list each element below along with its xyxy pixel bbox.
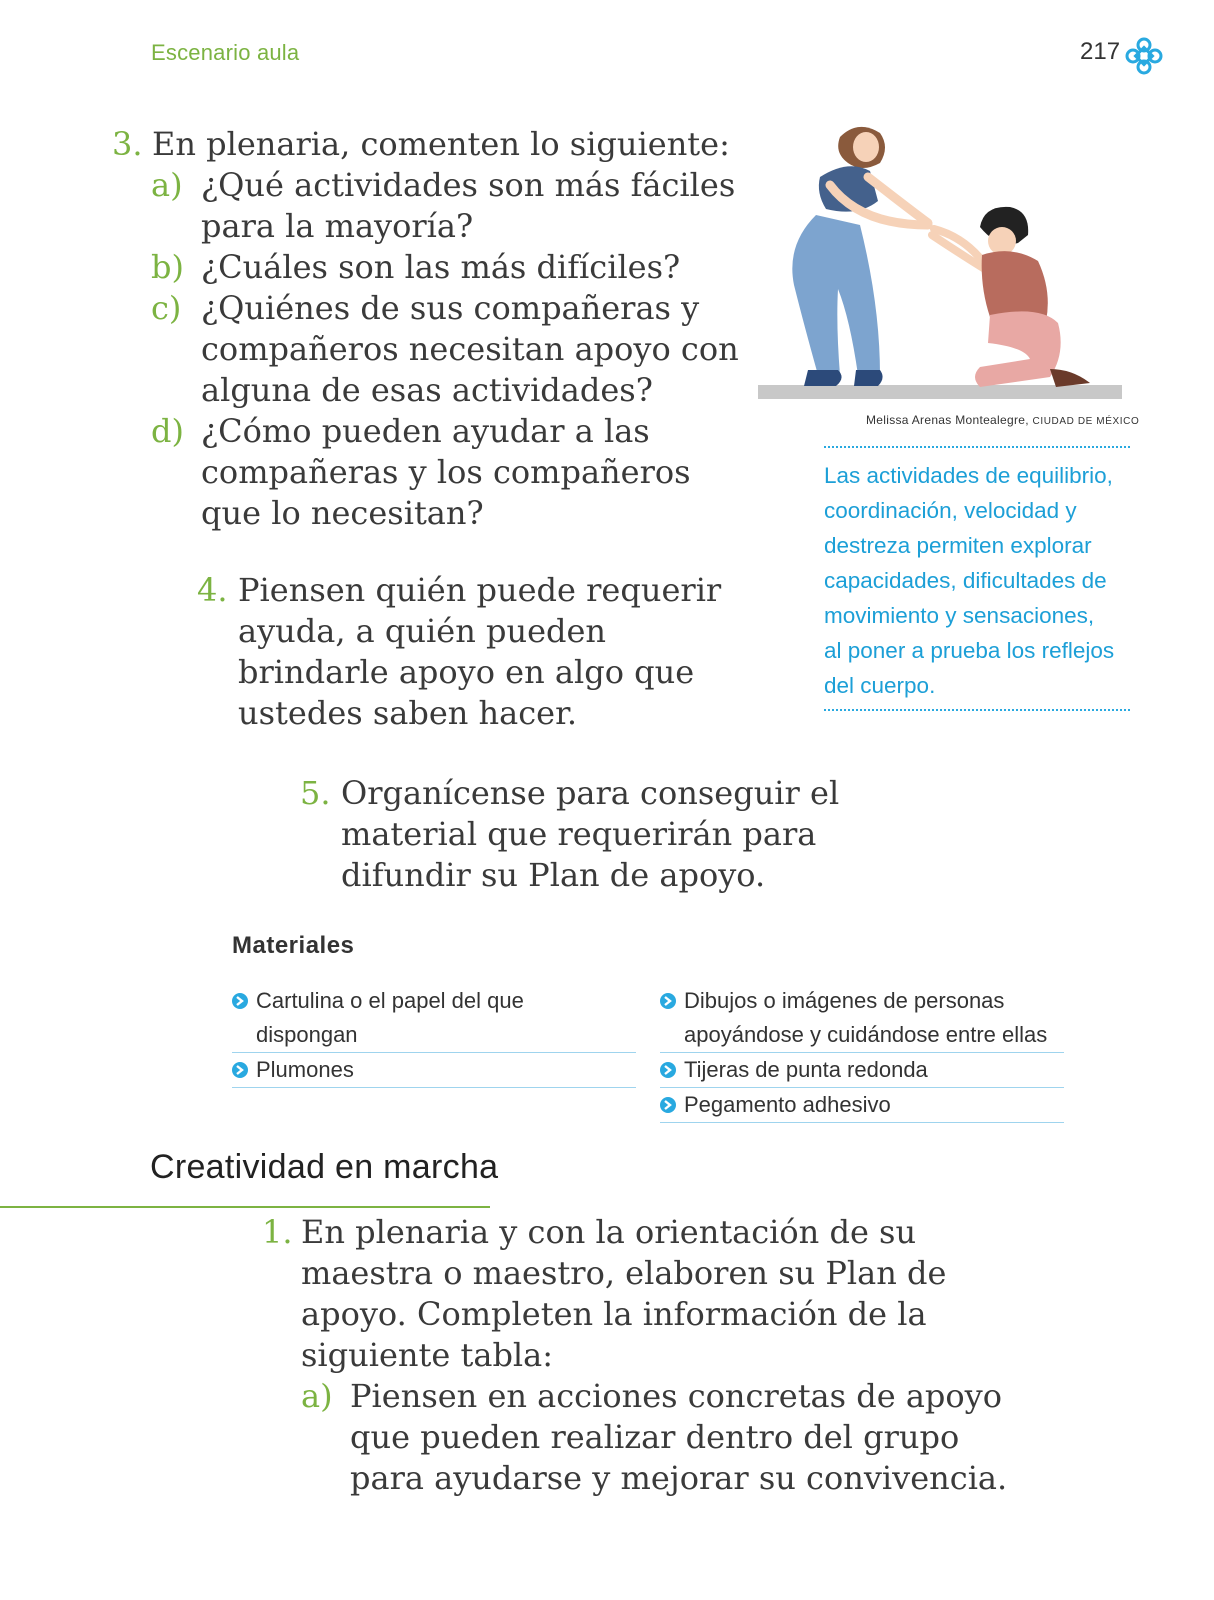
question-4-line1: Piensen quién puede requerir (238, 571, 722, 609)
question-3-text: En plenaria, comenten lo siguiente: (152, 125, 730, 163)
question-5-line2: material que requerirán para (341, 815, 817, 853)
illustration-credit (866, 413, 1139, 427)
c-item-a-line2: que pueden realizar dentro del grupo (350, 1418, 960, 1456)
item-a-line2: para la mayoría? (201, 207, 474, 245)
question-4-line4: ustedes saben hacer. (238, 694, 578, 732)
material-line: Pegamento adhesivo (684, 1092, 891, 1117)
section-divider (0, 1206, 490, 1208)
sidebar-line: Las actividades de equilibrio, (824, 463, 1113, 488)
credit-name: Melissa Arenas Montealegre, (866, 413, 1029, 427)
item-c-line1: ¿Quiénes de sus compañeras y (201, 289, 700, 327)
list-item (232, 1053, 636, 1088)
item-d-letter: d) (151, 412, 184, 450)
chevron-right-icon (232, 993, 248, 1009)
item-b-letter: b) (151, 248, 184, 286)
question-3-number: 3. (112, 125, 143, 163)
materials-list-left (232, 984, 636, 1088)
materials-list-right (660, 984, 1064, 1123)
material-line: apoyándose y cuidándose entre ellas (684, 1022, 1048, 1047)
sidebar-line: capacidades, dificultades de (824, 568, 1107, 593)
sidebar-note (824, 446, 1130, 711)
item-d-line1: ¿Cómo pueden ayudar a las (201, 412, 650, 450)
helping-illustration (758, 115, 1126, 407)
standing-figure (792, 127, 928, 386)
material-line: Tijeras de punta redonda (684, 1057, 928, 1082)
c-question-1-line3: apoyo. Completen la información de la (301, 1295, 927, 1333)
material-line: Plumones (256, 1057, 354, 1082)
item-a-letter: a) (151, 166, 183, 204)
list-item (232, 984, 636, 1053)
question-5-line1: Organícense para conseguir el (341, 774, 840, 812)
question-5-number: 5. (300, 774, 331, 812)
item-c-line2: compañeros necesitan apoyo con (201, 330, 739, 368)
sidebar-line: al poner a prueba los reflejos (824, 638, 1115, 663)
question-4-number: 4. (197, 571, 228, 609)
list-item (660, 984, 1064, 1053)
item-c-letter: c) (151, 289, 182, 327)
c-question-1-line2: maestra o maestro, elaboren su Plan de (301, 1254, 947, 1292)
chevron-right-icon (660, 993, 676, 1009)
ground (758, 385, 1122, 399)
material-line: Dibujos o imágenes de personas (684, 988, 1005, 1013)
page-number: 217 (1080, 38, 1121, 65)
credit-place: CIUDAD DE MÉXICO (1032, 416, 1140, 427)
question-4-line3: brindarle apoyo en algo que (238, 653, 695, 691)
item-a-line1: ¿Qué actividades son más fáciles (201, 166, 736, 204)
c-item-a-line1: Piensen en acciones concretas de apoyo (350, 1377, 1002, 1415)
question-5-line3: difundir su Plan de apoyo. (341, 856, 766, 894)
c-question-1-line4: siguiente tabla: (301, 1336, 554, 1374)
sidebar-line: destreza permiten explorar (824, 533, 1092, 558)
item-d-line2: compañeras y los compañeros (201, 453, 691, 491)
question-4-line2: ayuda, a quién pueden (238, 612, 607, 650)
material-line: dispongan (256, 1022, 358, 1047)
list-item (660, 1053, 1064, 1088)
c-item-a-letter: a) (301, 1377, 333, 1415)
material-line: Cartulina o el papel del que (256, 988, 524, 1013)
c-question-1-number: 1. (262, 1213, 293, 1251)
chevron-right-icon (660, 1097, 676, 1113)
chevron-right-icon (660, 1062, 676, 1078)
c-item-a-line3: para ayudarse y mejorar su convivencia. (350, 1459, 1008, 1497)
list-item (660, 1088, 1064, 1123)
sidebar-line: del cuerpo. (824, 673, 936, 698)
chevron-right-icon (232, 1062, 248, 1078)
item-b-line1: ¿Cuáles son las más difíciles? (201, 248, 681, 286)
materials-title: Materiales (232, 932, 355, 959)
item-d-line3: que lo necesitan? (201, 494, 484, 532)
section-title: Creatividad en marcha (150, 1148, 499, 1186)
sidebar-line: coordinación, velocidad y (824, 498, 1077, 523)
kneeling-figure (932, 207, 1090, 387)
section-header: Escenario aula (151, 40, 300, 65)
item-c-line3: alguna de esas actividades? (201, 371, 653, 409)
c-question-1-line1: En plenaria y con la orientación de su (301, 1213, 917, 1251)
flower-knot-icon (1124, 36, 1164, 76)
sidebar-line: movimiento y sensaciones, (824, 603, 1095, 628)
